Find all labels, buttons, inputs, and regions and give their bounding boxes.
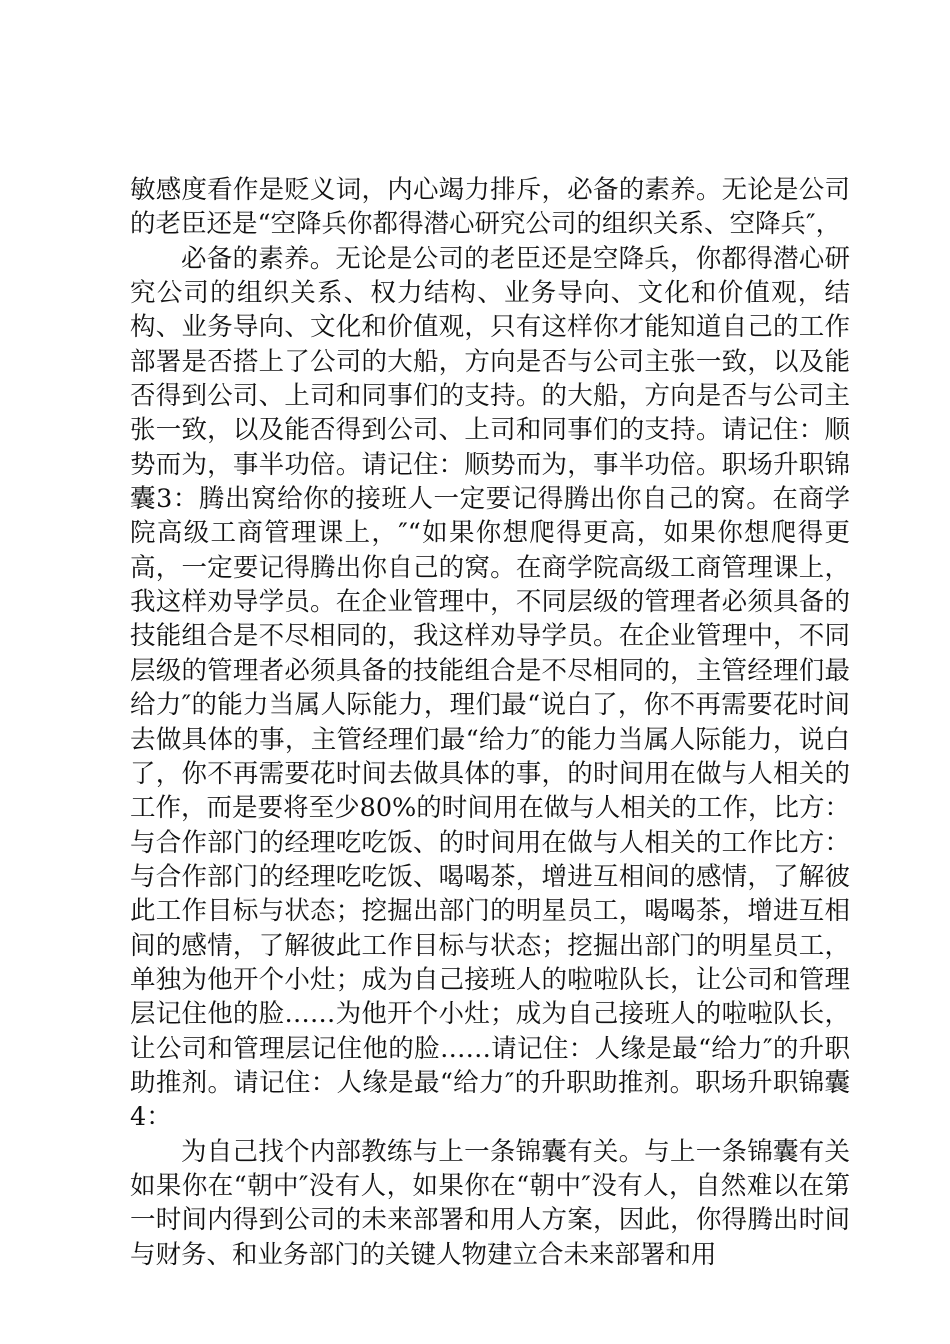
paragraph-2: 必备的素养。无论是公司的老臣还是空降兵，你都得潜心研究公司的组织关系、权力结构、业务导向、文化和价值观，结构、业务导向、文化和价值观，只有这样你才能知道自己的工作部署是否搭上了公司的大船，方向是否与公司主张一致，以及能否得到公司、上司和同事们的支持。的大船，方向是否与公司主张一致，以及能否得到公司、上司和同事们的支持。请记住：顺势而为，事半功倍。请记住：顺势而为，事半功倍。职场升职锦囊3：腾出窝给你的接班人一定要记得腾出你自己的窝。在商学院高级工商管理课上，″“如果你想爬得更高，如果你想爬得更高，一定要记得腾出你自己的窝。在商学院高级工商管理课上，我这样劝导学员。在企业管理中，不同层级的管理者必须具备的技能组合是不尽相同的，我这样劝导学员。在企业管理中，不同层级的管理者必须具备的技能组合是不尽相同的，主管经理们最给力″的能力当属人际能力，理们最“说白了，你不再需要花时间去做具体的事，主管经理们最“给力″的能力当属人际能力，说白了，你不再需要花时间去做具体的事，的时间用在做与人相关的工作，而是要将至少80%的时间用在做与人相关的工作，比方：与合作部门的经理吃吃饭、的时间用在做与人相关的工作比方：与合作部门的经理吃吃饭、喝喝茶，增进互相间的感情，了解彼此工作目标与状态；挖掘出部门的明星员工，喝喝茶，增进互相间的感情，了解彼此工作目标与状态；挖掘出部门的明星员工，单独为他开个小灶；成为自己接班人的啦啦队长，让公司和管理层记住他的脸……为他开个小灶；成为自己接班人的啦啦队长，让公司和管理层记住他的脸……请记住：人缘是最“给力″的升职助推剂。请记住：人缘是最“给力″的升职助推剂。职场升职锦囊4： (130, 243, 850, 1133)
paragraph-1: 敏感度看作是贬义词，内心竭力排斥，必备的素养。无论是公司的老臣还是“空降兵你都得潜心研究公司的组织关系、空降兵″， (130, 175, 850, 240)
document-body (130, 173, 850, 1272)
paragraph-3: 为自己找个内部教练与上一条锦囊有关。与上一条锦囊有关如果你在“朝中″没有人，如果你在“朝中″没有人，自然难以在第一时间内得到公司的未来部署和用人方案，因此，你得腾出时间与财务、和业务部门的关键人物建立合未来部署和用 (130, 1136, 850, 1270)
